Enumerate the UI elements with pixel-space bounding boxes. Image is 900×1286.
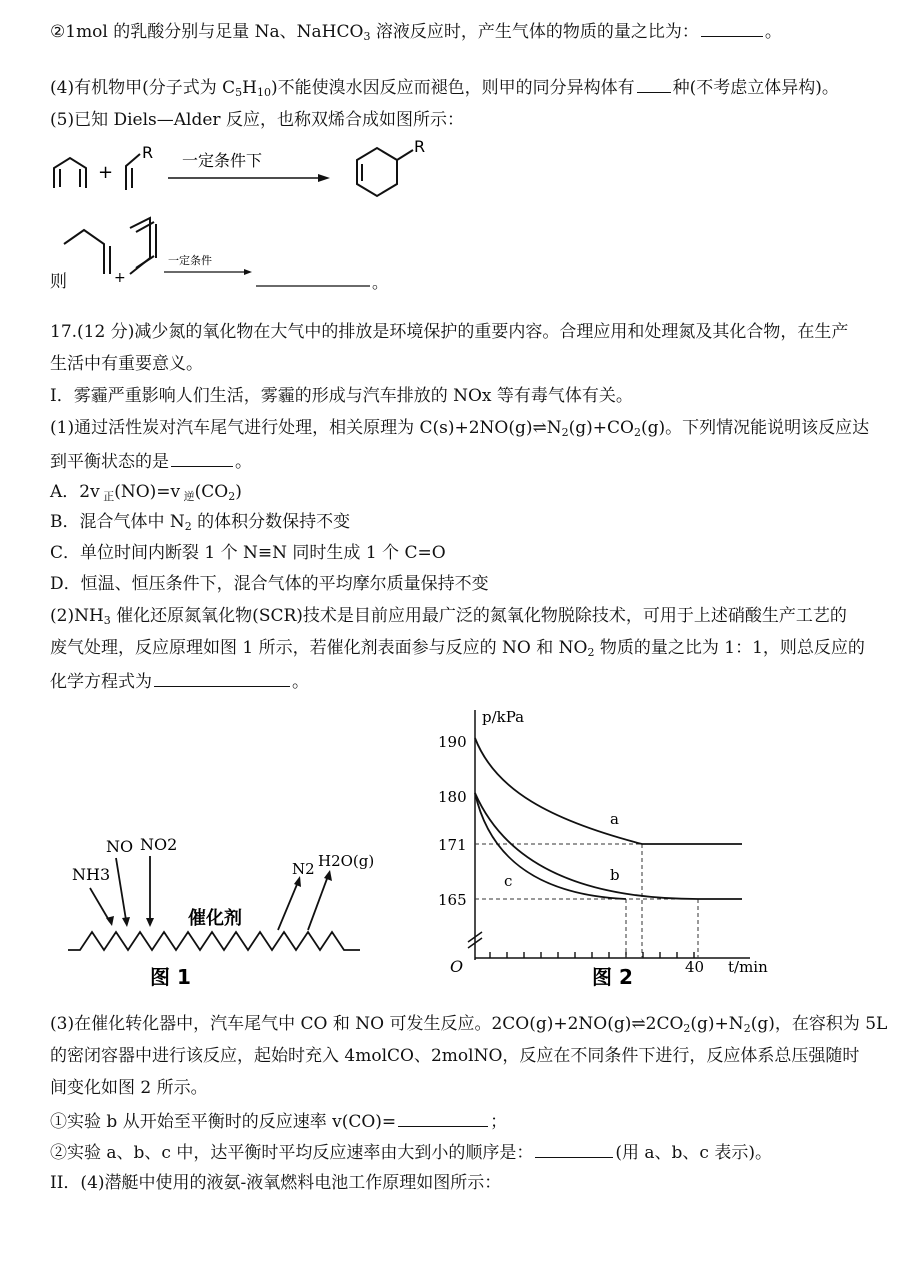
plus-sign: + [98,162,114,183]
q17-sub2-line3: 化学方程式为 。 [50,668,309,694]
answer-blank[interactable] [154,668,290,687]
reaction-condition: 一定条件 [168,254,212,267]
arrowhead-icon [244,269,252,275]
curve-label-a: a [610,810,619,828]
no-arrow [116,858,126,920]
n2-label: N2 [292,860,315,878]
origin-label: O [450,957,464,976]
arrowhead-icon [318,174,330,182]
q17-sub3-line3: 间变化如图 2 所示。 [50,1078,208,1098]
no2-label: NO2 [140,835,178,854]
y-tick-label: 190 [438,733,467,751]
x-axis-label: t/min [728,958,768,976]
figure-2-caption: 图 2 [592,965,633,989]
q17-heading-line1: 17.(12 分)减少氮的氧化物在大气中的排放是环境保护的重要内容。合理应用和处理氮及其化合物，在生产 [50,322,849,342]
q17-sub2-line2: 废气处理，反应原理如图 1 所示，若催化剂表面参与反应的 NO 和 $NO_2$ 物质的量之比为 1：1，则总反应的 [50,638,865,659]
q16-sub4-line: (4)有机物甲(分子式为 $C_5H_{10}$)不能使溴水因反应而褪色，则甲的同分异构体有 种(不考虑立体异构)。 [50,74,839,100]
q16-sub2-line: ②1mol 的乳酸分别与足量 Na、NaHCO$_3$ 溶液反应时，产生气体的物质的量之比为： 。 [50,18,782,44]
cyclohexene-product [357,148,413,196]
answer-blank[interactable] [637,74,671,93]
substituent-r: R [142,143,154,162]
part-two-heading: II．(4)潜艇中使用的液氨-液氧燃料电池工作原理如图所示： [50,1173,502,1193]
svg-text:。: 。 [372,273,388,292]
circle-number: ② [50,22,66,42]
y-tick-label: 171 [438,836,467,854]
q17-sub3-q1: ①实验 b 从开始至平衡时的反应速率 v(CO)= ； [50,1108,507,1134]
catalyst-label: 催化剂 [188,908,242,929]
q17-sub1-line2: 到平衡状态的是 。 [50,448,252,474]
x-tick-label: 40 [685,958,705,976]
answer-blank[interactable] [398,1108,488,1127]
diene-structure-2 [130,218,156,274]
answer-blank[interactable] [701,18,763,37]
curve-a [475,738,742,844]
reaction-condition: 一定条件下 [182,151,263,170]
curve-c [475,793,626,899]
diene-structure-1 [64,230,110,274]
part-one-heading: I．雾霾严重影响人们生活，雾霾的形成与汽车排放的 NOx 等有毒气体有关。 [50,386,633,406]
ze-reaction-scheme [58,214,388,294]
option-c: C．单位时间内断裂 1 个 N≡N 同时生成 1 个 C=O [50,543,446,563]
diels-alder-scheme [40,138,520,220]
y-axis-label: p/kPa [482,708,525,726]
option-b: B．混合气体中 $N_2$ 的体积分数保持不变 [50,512,351,533]
q16-sub5-line: (5)已知 Diels—Alder 反应，也称双烯合成如图所示： [50,110,464,130]
curve-label-c: c [504,872,513,890]
q17-sub3-line1: (3)在催化转化器中，汽车尾气中 CO 和 NO 可发生反应。$2CO(g)+2NO(g)\rightleftharpoons 2CO_2(g)+N_2(g)$，在容积为 5L [50,1014,888,1035]
q17-sub3-q2: ②实验 a、b、c 中，达平衡时平均反应速率由大到小的顺序是： (用 a、b、c 表示)。 [50,1139,772,1165]
dienophile-structure [126,154,140,190]
nh3-arrow [90,888,110,922]
h2o-arrow [308,876,328,930]
y-tick-label: 180 [438,788,467,806]
q17-sub2-line1: $(2)NH_3$ 催化还原氮氧化物(SCR)技术是目前应用最广泛的氮氧化物脱除技术，可用于上述硝酸生产工艺的 [50,606,847,627]
y-tick-label: 165 [438,891,467,909]
q17-sub1-line1: (1)通过活性炭对汽车尾气进行处理，相关原理为 $C(s)+2NO(g)\rightleftharpoons N_2(g)+CO_2(g)$。下列情况能说明该反应达 [50,418,870,439]
ze-label: 则 [50,272,67,292]
option-a: A．2v $_正$(NO)=v $_逆(CO_2)$ [50,482,242,503]
equilibrium-arrow-icon: ⇌ [631,1014,646,1034]
answer-blank[interactable] [535,1139,613,1158]
q17-sub3-line2: 的密闭容器中进行该反应，起始时充入 4molCO、2molNO，反应在不同条件下进行，反应体系总压强随时 [50,1046,860,1066]
q17-heading-line2: 生活中有重要意义。 [50,354,203,374]
butadiene-structure [54,158,86,188]
n2-arrow [278,882,298,930]
figure-1-scr-diagram [60,820,380,990]
curve-b [475,793,742,899]
option-d: D．恒温、恒压条件下，混合气体的平均摩尔质量保持不变 [50,574,489,594]
plus-sign: + [114,270,126,286]
nh3-label: NH3 [72,865,111,884]
curve-label-b: b [610,866,620,884]
equilibrium-arrow-icon: ⇌ [532,418,547,438]
catalyst-surface [68,932,360,950]
answer-blank[interactable] [171,448,233,467]
h2o-label: H2O(g) [318,852,375,870]
no-label: NO [106,837,134,856]
figure-2-pressure-chart [420,700,790,990]
substituent-r: R [414,138,426,156]
figure-1-caption: 图 1 [150,965,191,989]
